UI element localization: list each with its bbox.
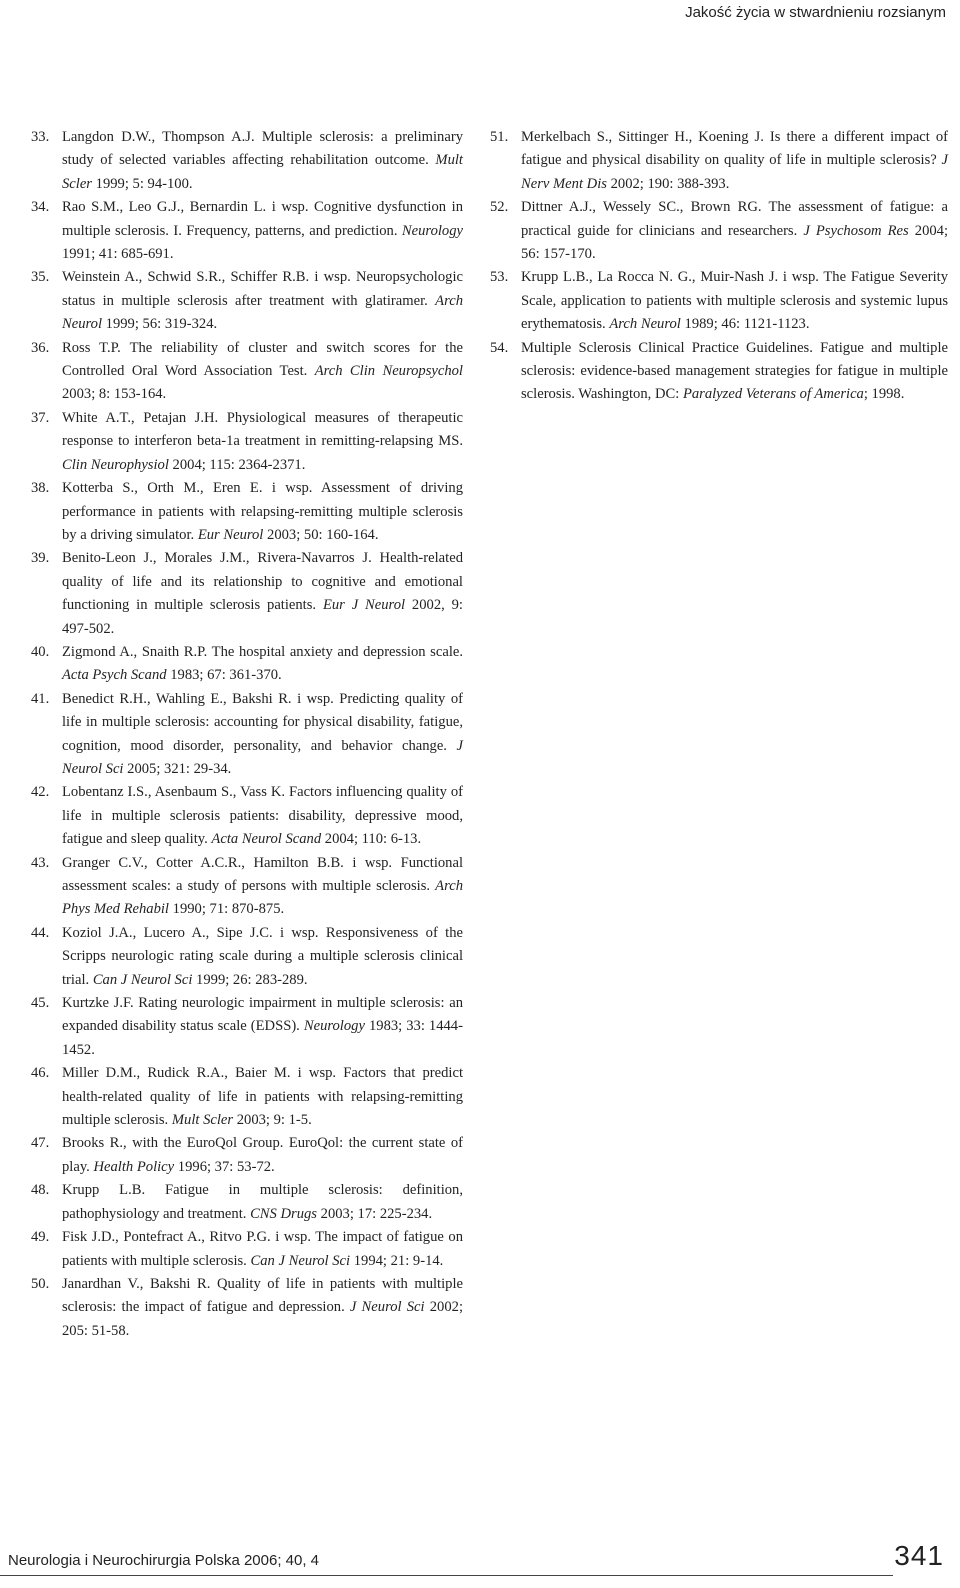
- reference-details: 1991; 41: 685-691.: [62, 246, 174, 263]
- reference-journal: J Nerv Ment Dis: [521, 152, 948, 192]
- reference-text: Merkelbach S., Sittinger H., Koening J. Is there a different impact of fatigue and physical disability on quality of life in multiple sclerosis?: [521, 129, 948, 169]
- reference-details: 2002, 9: 497-502.: [62, 597, 463, 637]
- reference-number: 50.: [31, 1275, 50, 1292]
- reference-text: Benedict R.H., Wahling E., Bakshi R. i wsp. Predicting quality of life in multiple sclerosis: accounting for physical disability, fatigue, cognition, mood disorder, personality, and behavior change.: [62, 690, 463, 754]
- reference-text: Langdon D.W., Thompson A.J. Multiple sclerosis: a preliminary study of selected variables affecting rehabilitation outcome.: [62, 129, 463, 169]
- reference-details: 2004; 115: 2364-2371.: [172, 456, 306, 473]
- references-column-right: [490, 126, 948, 407]
- reference-item: [31, 1062, 463, 1132]
- reference-details: 1999; 26: 283-289.: [196, 971, 308, 988]
- reference-journal: Clin Neurophysiol: [62, 456, 169, 473]
- running-title: Jakość życia w stwardnieniu rozsianym: [685, 4, 946, 21]
- reference-number: 37.: [31, 409, 50, 426]
- reference-number: 40.: [31, 643, 50, 660]
- reference-number: 38.: [31, 480, 50, 497]
- reference-item: [490, 266, 948, 336]
- reference-text: Krupp L.B. Fatigue in multiple sclerosis: definition, pathophysiology and treatment.: [62, 1182, 463, 1222]
- footer-divider: [0, 1575, 893, 1576]
- reference-item: [31, 1132, 463, 1179]
- reference-item: [31, 477, 463, 547]
- reference-text: Weinstein A., Schwid S.R., Schiffer R.B. i wsp. Neuropsychologic status in multiple sclerosis after treatment with glatiramer.: [62, 269, 463, 309]
- reference-journal: Acta Psych Scand: [62, 667, 167, 684]
- reference-number: 46.: [31, 1065, 50, 1082]
- reference-details: 1999; 5: 94-100.: [95, 175, 193, 192]
- reference-text: Multiple Sclerosis Clinical Practice Guidelines. Fatigue and multiple sclerosis: evidence-based management strategies for fatigue in multiple sclerosis. Washington, DC:: [521, 339, 948, 403]
- reference-item: [31, 547, 463, 641]
- reference-number: 51.: [490, 129, 509, 145]
- reference-text: Kotterba S., Orth M., Eren E. i wsp. Assessment of driving performance in patients with relapsing-remitting multiple sclerosis by a driving simulator.: [62, 480, 463, 543]
- reference-text: Ross T.P. The reliability of cluster and switch scores for the Controlled Oral Word Association Test.: [62, 339, 463, 380]
- reference-text: White A.T., Petajan J.H. Physiological measures of therapeutic response to interferon beta-1a treatment in remitting-relapsing MS.: [62, 409, 463, 450]
- reference-journal: Arch Clin Neuropsychol: [314, 363, 463, 380]
- reference-number: 44.: [31, 924, 50, 941]
- reference-text: Dittner A.J., Wessely SC., Brown RG. The assessment of fatigue: a practical guide for clinicians and researchers.: [521, 199, 948, 239]
- reference-journal: Arch Phys Med Rehabil: [62, 878, 463, 918]
- reference-journal: Neurology: [401, 222, 463, 239]
- reference-details: 2005; 321: 29-34.: [127, 760, 232, 777]
- reference-journal: Acta Neurol Scand: [211, 831, 322, 848]
- reference-details: 2003; 17: 225-234.: [320, 1205, 433, 1222]
- reference-item: [31, 337, 463, 407]
- reference-number: 43.: [31, 854, 50, 871]
- reference-text: Lobentanz I.S., Asenbaum S., Vass K. Factors influencing quality of life in multiple sclerosis patients: disability, depressive mood, fatigue and sleep quality.: [62, 784, 463, 848]
- reference-item: [31, 922, 463, 992]
- reference-details: 2002; 205: 51-58.: [62, 1299, 463, 1339]
- reference-details: 1983; 33: 1444-1452.: [62, 1018, 463, 1058]
- reference-details: 2002; 190: 388-393.: [610, 175, 730, 192]
- reference-journal: Paralyzed Veterans of America: [682, 386, 864, 403]
- reference-item: [31, 126, 463, 196]
- reference-text: Miller D.M., Rudick R.A., Baier M. i wsp. Factors that predict health-related quality of life in patients with relapsing-remitting multiple sclerosis.: [62, 1065, 463, 1129]
- reference-journal: Mult Scler: [171, 1112, 234, 1129]
- reference-number: 34.: [31, 199, 50, 216]
- reference-text: Brooks R., with the EuroQol Group. EuroQol: the current state of play.: [62, 1135, 463, 1175]
- reference-item: [31, 688, 463, 782]
- reference-details: 1994; 21: 9-14.: [353, 1252, 444, 1269]
- references-column-left: [31, 126, 463, 1343]
- reference-details: 2004; 56: 157-170.: [521, 222, 949, 263]
- reference-details: 1989; 46: 1121-1123.: [684, 316, 810, 333]
- reference-journal: Can J Neurol Sci: [92, 971, 193, 988]
- reference-journal: Can J Neurol Sci: [250, 1252, 351, 1269]
- reference-number: 41.: [31, 690, 50, 707]
- reference-journal: Eur J Neurol: [322, 597, 406, 614]
- reference-details: 1996; 37: 53-72.: [177, 1158, 275, 1175]
- journal-citation: Neurologia i Neurochirurgia Polska 2006; 40, 4: [8, 1552, 320, 1569]
- reference-text: Fisk J.D., Pontefract A., Ritvo P.G. i wsp. The impact of fatigue on patients with multiple sclerosis.: [62, 1229, 463, 1269]
- reference-journal: CNS Drugs: [250, 1205, 317, 1222]
- reference-number: 42.: [31, 784, 50, 801]
- reference-number: 52.: [490, 199, 509, 216]
- reference-text: Granger C.V., Cotter A.C.R., Hamilton B.B. i wsp. Functional assessment scales: a study of persons with multiple sclerosis.: [62, 854, 463, 894]
- reference-item: [490, 337, 948, 407]
- reference-number: 33.: [31, 129, 50, 145]
- page-number: 341: [894, 1540, 944, 1571]
- reference-item: [490, 196, 948, 266]
- reference-number: 54.: [490, 339, 509, 356]
- reference-number: 49.: [31, 1229, 50, 1246]
- reference-journal: J Neurol Sci: [62, 737, 464, 777]
- reference-item: [31, 852, 463, 922]
- reference-text: Benito-Leon J., Morales J.M., Rivera-Navarros J. Health-related quality of life and its relationship to cognitive and emotional functioning in multiple sclerosis patients.: [62, 550, 463, 614]
- reference-details: 1990; 71: 870-875.: [172, 901, 285, 918]
- reference-text: Kurtzke J.F. Rating neurologic impairment in multiple sclerosis: an expanded disability status scale (EDSS).: [62, 995, 463, 1035]
- reference-details: 2004; 110: 6-13.: [324, 831, 422, 848]
- reference-journal: Eur Neurol: [197, 526, 264, 543]
- reference-item: [31, 992, 463, 1062]
- reference-item: [31, 1179, 463, 1226]
- reference-journal: Arch Neurol: [609, 316, 681, 333]
- reference-text: Zigmond A., Snaith R.P. The hospital anxiety and depression scale.: [62, 643, 463, 660]
- reference-journal: Mult Scler: [62, 152, 463, 192]
- reference-item: [31, 641, 463, 688]
- reference-item: [31, 266, 463, 336]
- reference-item: [31, 1273, 463, 1343]
- reference-item: [31, 781, 463, 851]
- reference-text: Janardhan V., Bakshi R. Quality of life in patients with multiple sclerosis: the impact of fatigue and depression.: [62, 1275, 463, 1316]
- reference-journal: Arch Neurol: [62, 292, 463, 333]
- reference-item: [490, 126, 948, 196]
- reference-details: 1999; 56: 319-324.: [105, 316, 218, 333]
- reference-text: Koziol J.A., Lucero A., Sipe J.C. i wsp. Responsiveness of the Scripps neurologic rating scale during a multiple sclerosis clinical trial.: [62, 924, 463, 988]
- reference-item: [31, 1226, 463, 1273]
- reference-text: Rao S.M., Leo G.J., Bernardin L. i wsp. Cognitive dysfunction in multiple sclerosis. I. Frequency, patterns, and prediction.: [62, 199, 463, 239]
- reference-number: 47.: [31, 1135, 50, 1152]
- reference-details: 1983; 67: 361-370.: [170, 667, 282, 684]
- reference-details: 2003; 8: 153-164.: [62, 386, 167, 403]
- reference-number: 45.: [31, 995, 50, 1012]
- reference-journal: Neurology: [303, 1018, 365, 1035]
- reference-journal: Health Policy: [93, 1158, 175, 1175]
- reference-number: 36.: [31, 339, 50, 356]
- reference-journal: J Psychosom Res: [803, 222, 909, 239]
- reference-journal: J Neurol Sci: [349, 1299, 425, 1316]
- reference-details: 2003; 9: 1-5.: [236, 1112, 312, 1129]
- reference-details: ; 1998.: [863, 386, 905, 403]
- reference-details: 2003; 50: 160-164.: [267, 526, 379, 543]
- reference-number: 35.: [31, 269, 50, 286]
- reference-item: [31, 407, 463, 477]
- reference-number: 53.: [490, 269, 509, 286]
- reference-text: Krupp L.B., La Rocca N. G., Muir-Nash J. i wsp. The Fatigue Severity Scale, application to patients with multiple sclerosis and systemic lupus erythematosis.: [521, 269, 948, 333]
- reference-number: 39.: [31, 550, 50, 567]
- reference-number: 48.: [31, 1182, 50, 1199]
- reference-item: [31, 196, 463, 266]
